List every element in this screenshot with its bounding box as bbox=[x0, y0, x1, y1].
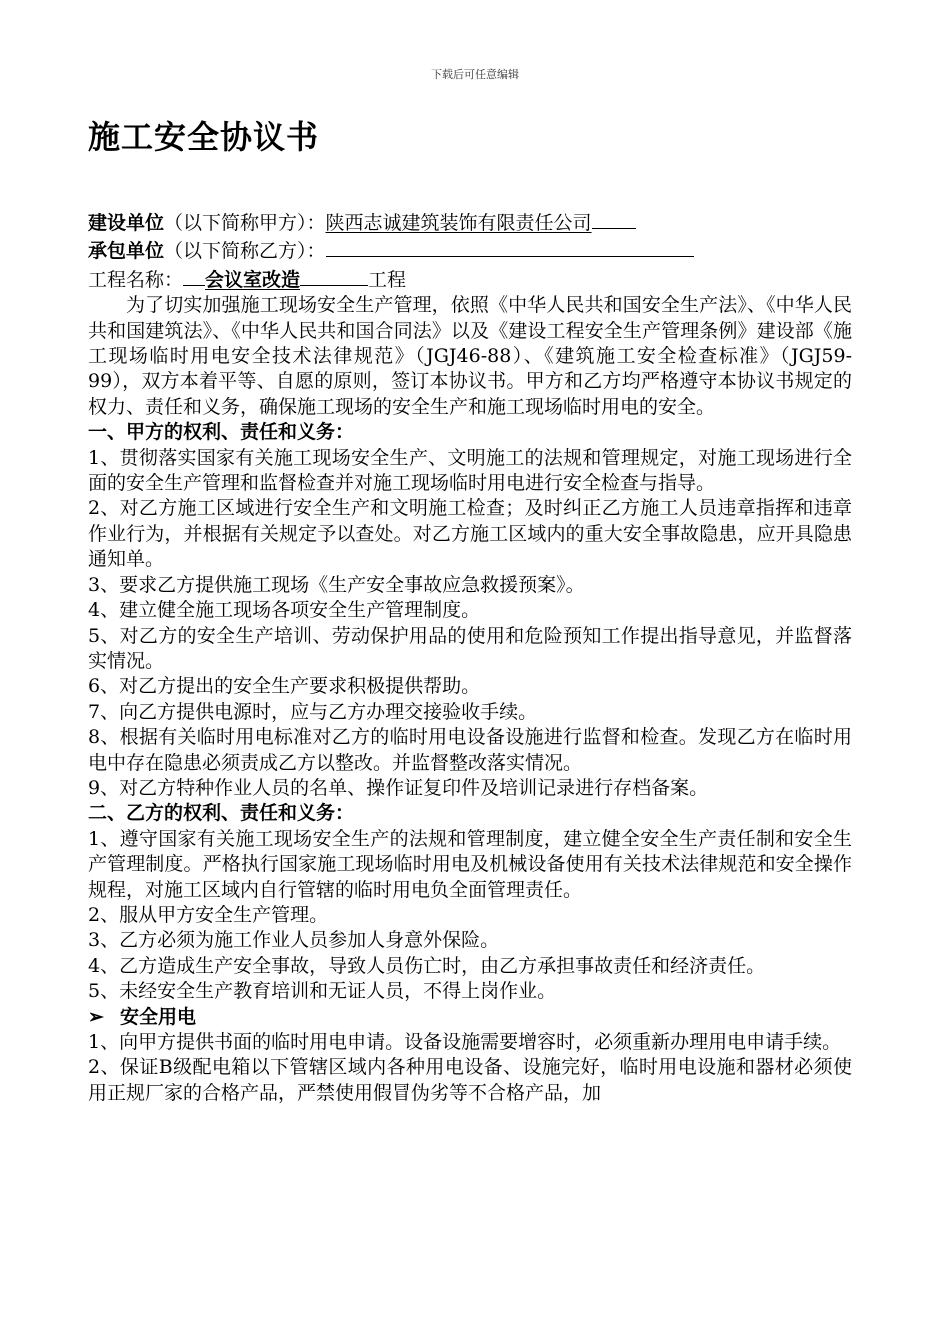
project-blank-left bbox=[183, 265, 205, 286]
subsection-heading: 安全用电 bbox=[120, 1005, 197, 1028]
owner-label: 建设单位 bbox=[88, 212, 165, 234]
project-label: 工程名称： bbox=[88, 268, 184, 291]
project-line bbox=[88, 265, 852, 293]
contractor-paren: （以下简称乙方）： bbox=[164, 240, 326, 263]
section2-item: 3、乙方必须为施工作业人员参加人身意外保险。 bbox=[88, 929, 500, 952]
owner-line bbox=[88, 208, 852, 236]
section1-item: 4、建立健全施工现场各项安全生产管理制度。 bbox=[88, 599, 481, 622]
section1-item: 2、对乙方施工区域进行安全生产和文明施工检查；及时纠正乙方施工人员违章指挥和违章作业行为，并根据有关规定予以查处。对乙方施工区域内的重大安全事故隐患，应开具隐患通知单。 bbox=[88, 497, 852, 571]
contractor-line bbox=[88, 236, 852, 264]
section1-item: 1、贯彻落实国家有关施工现场安全生产、文明施工的法规和管理规定，对施工现场进行全面的安全生产管理和监督检查并对施工现场临时用电进行安全检查与指导。 bbox=[88, 446, 852, 495]
document-title: 施工安全协议书 bbox=[88, 118, 320, 156]
subsection-heading-row bbox=[88, 1005, 852, 1030]
contractor-value bbox=[326, 236, 694, 257]
section2-item: 5、未经安全生产教育培训和无证人员，不得上岗作业。 bbox=[88, 980, 557, 1003]
subsection-item: 1、向甲方提供书面的临时用电申请。设备设施需要增容时，必须重新办理用电申请手续。 bbox=[88, 1031, 842, 1053]
section1-item: 8、根据有关临时用电标准对乙方的临时用电设备设施进行监督和检查。发现乙方在临时用电中存在隐患必须责成乙方以整改。并监督整改落实情况。 bbox=[88, 726, 852, 774]
document-body bbox=[88, 208, 852, 1106]
section1-item: 3、要求乙方提供施工现场《生产安全事故应急救援预案》。 bbox=[88, 573, 585, 596]
section1-item: 6、对乙方提出的安全生产要求积极提供帮助。 bbox=[88, 675, 481, 698]
owner-blank-line bbox=[592, 208, 636, 229]
section2-item: 1、遵守国家有关施工现场安全生产的法规和管理制度，建立健全安全生产责任制和安全生产管理制度。严格执行国家施工现场临时用电及机械设备使用有关技术法律规范和安全操作规程，对施工区域内自行管辖的临时用电负全面管理责任。 bbox=[88, 827, 852, 901]
project-value: 会议室改造 bbox=[205, 268, 301, 291]
contractor-label: 承包单位 bbox=[88, 240, 165, 263]
project-blank-right bbox=[300, 265, 368, 286]
section1-item: 7、向乙方提供电源时，应与乙方办理交接验收手续。 bbox=[88, 700, 538, 723]
subsection-item: 2、保证B级配电箱以下管辖区域内各种用电设备、设施完好，临时用电设施和器材必须使用正规厂家的合格产品，严禁使用假冒伪劣等不合格产品，加 bbox=[88, 1056, 852, 1104]
section1-item: 5、对乙方的安全生产培训、劳动保护用品的使用和危险预知工作提出指导意见，并监督落实情况。 bbox=[88, 624, 852, 672]
intro-paragraph: 为了切实加强施工现场安全生产管理，依照《中华人民共和国安全生产法》、《中华人民共和国建筑法》、《中华人民共和国合同法》以及《建设工程安全生产管理条例》建设部《施工现场临时用电安全技术法律规范》（JGJ46-88）、《建筑施工安全检查标准》（JGJ59-99），双方本着平等、自愿的原则，签订本协议书。甲方和乙方均严格遵守本协议书规定的权力、责任和义务，确保施工现场的安全生产和施工现场临时用电的安全。 bbox=[88, 294, 852, 418]
section1-item: 9、对乙方特种作业人员的名单、操作证复印件及培训记录进行存档备案。 bbox=[88, 776, 709, 799]
project-suffix: 工程 bbox=[368, 268, 407, 291]
section2-item: 4、乙方造成生产安全事故，导致人员伤亡时，由乙方承担事故责任和经济责任。 bbox=[88, 954, 766, 977]
owner-paren: （以下简称甲方）： bbox=[164, 212, 326, 234]
arrow-bullet-icon: ➢ bbox=[88, 1005, 104, 1028]
owner-value: 陕西志诚建筑装饰有限责任公司 bbox=[325, 212, 592, 234]
section2-heading: 二、乙方的权利、责任和义务： bbox=[88, 802, 355, 825]
page-header-note: 下载后可任意编辑 bbox=[431, 68, 519, 81]
section1-heading: 一、甲方的权利、责任和义务： bbox=[88, 421, 355, 444]
section2-item: 2、服从甲方安全生产管理。 bbox=[88, 903, 329, 926]
